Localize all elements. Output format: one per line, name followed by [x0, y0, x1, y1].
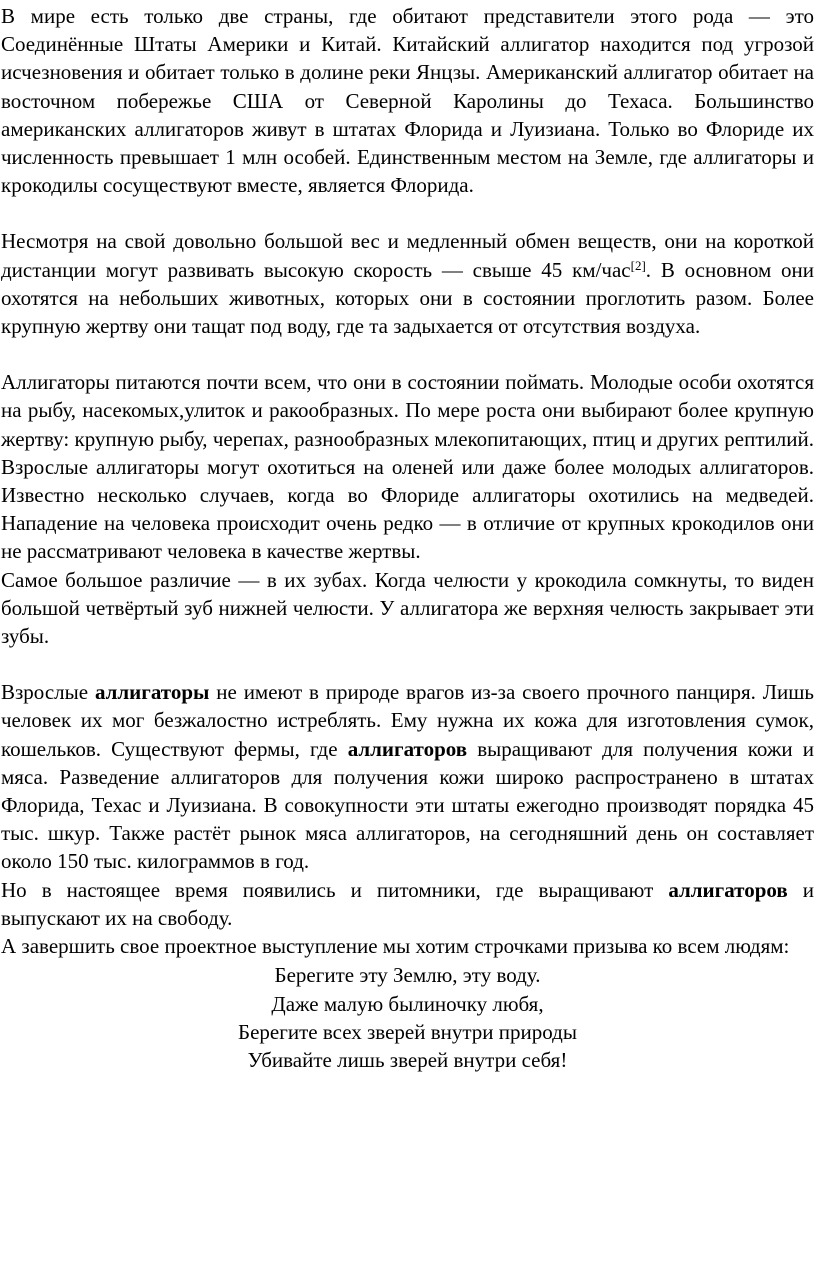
paragraph-enemies	[1, 678, 814, 875]
paragraph-conclusion: А завершить свое проектное выступление мы хотим строчками призыва ко всем людям:	[1, 934, 790, 959]
paragraph-diet: Аллигаторы питаются почти всем, что они в состоянии поймать. Молодые особи охотятся на рыбу, насекомых,улиток и ракообразных. По мере роста они выбирают более крупную жертву: крупную рыбу, черепах, разнообразных млекопитающих, птиц и других рептилий. Взрослые аллигаторы могут охотиться на оленей или даже более молодых аллигаторов. Известно несколько случаев, когда во Флориде аллигаторы охотились на медведей. Нападение на человека происходит очень редко — в отличие от крупных крокодилов они не рассматривают человека в качестве жертвы.	[1, 370, 814, 564]
paragraph-nurseries	[1, 876, 814, 932]
paragraph-gap	[1, 199, 814, 227]
paragraph-speed-text: Несмотря на свой довольно большой вес и медленный обмен веществ, они на короткой дистанции могут развивать высокую скорость — свыше 45 км/час	[1, 229, 814, 282]
poem-line: Берегите эту Землю, эту воду.	[274, 963, 541, 988]
paragraph-speed-text-continued: . В основном они охотятся на небольших животных, которых они в состоянии проглотить разом. Более крупную жертву они тащат под воду, где та задыхается от отсутствия воздуха.	[1, 257, 814, 339]
poem-line: Даже малую былиночку любя,	[271, 991, 544, 1016]
footnote-reference-link[interactable]: [2]	[630, 257, 646, 273]
paragraph-gap	[1, 650, 814, 678]
paragraph-gap	[1, 340, 814, 368]
text-segment: Но в настоящее время появились и питомники, где выращивают	[1, 877, 669, 902]
text-segment: и выпускают их на свободу.	[1, 877, 814, 930]
bold-term: аллигаторы	[94, 680, 210, 705]
bold-term: аллигаторов	[668, 877, 788, 902]
bold-term: аллигаторов	[347, 736, 468, 761]
paragraph-habitat: В мире есть только две страны, где обитают представители этого рода — это Соединённые Штаты Америки и Китай. Китайский аллигатор находится под угрозой исчезновения и обитает только в долине реки Янцзы. Американский аллигатор обитает на восточном побережье США от Северной Каролины до Техаса. Большинство американских аллигаторов живут в штатах Флорида и Луизиана. Только во Флориде их численность превышает 1 млн особей. Единственным местом на Земле, где аллигаторы и крокодилы сосуществуют вместе, является Флорида.	[1, 4, 814, 198]
poem-line: Убивайте лишь зверей внутри себя!	[247, 1047, 568, 1072]
poem-line: Берегите всех зверей внутри природы	[238, 1019, 577, 1044]
paragraph-teeth: Самое большое различие — в их зубах. Когда челюсти у крокодила сомкнуты, то виден большой четвёртый зуб нижней челюсти. У аллигатора же верхняя челюсть закрывает эти зубы.	[1, 567, 814, 649]
poem	[1, 961, 814, 1074]
text-segment: не имеют в природе врагов из-за своего прочного панциря. Лишь человек их мог безжалостно истреблять. Ему нужна их кожа для изготовления сумок, кошельков. Существуют фермы, где	[1, 680, 815, 761]
text-segment: Взрослые	[1, 680, 95, 705]
text-segment: выращивают для получения кожи и мяса. Разведение аллигаторов для получения кожи широко распространено в штатах Флорида, Техас и Луизиана. В совокупности эти штаты ежегодно производят порядка 45 тыс. шкур. Также растёт рынок мяса аллигаторов, на сегодняшний день он составляет около 150 тыс. килограммов в год.	[1, 736, 814, 874]
paragraph-speed	[1, 227, 814, 340]
